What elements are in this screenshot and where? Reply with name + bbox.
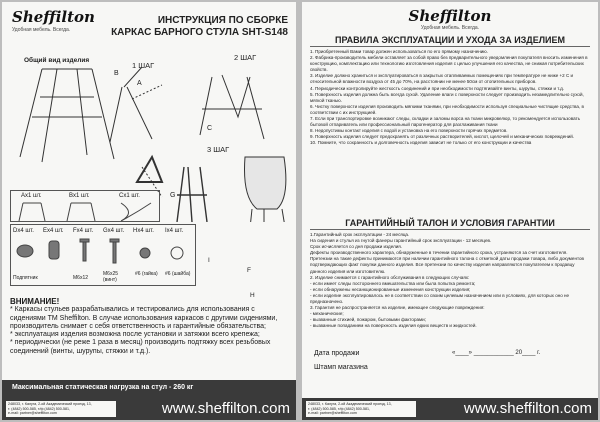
sale-date-field: «____» ____________ 20____ г.: [452, 350, 541, 356]
letter-c-marker: C: [207, 125, 213, 132]
warranty-item: 1.Гарантийный срок эксплуатации - 24 месяца.: [310, 232, 410, 237]
rules-warranty-page: [302, 2, 598, 420]
warning-item: * периодически (не реже 1 раза в месяц) производить подтяжку всех резьбовых соединений (винты, шурупы, стяжки и т.д.).: [10, 339, 271, 355]
warranty-item: 2. Изделие снимается с гарантийного обслуживания в следующих случаях:: [310, 274, 470, 280]
parts-row-1: [10, 190, 160, 222]
brand-logo: Sheffilton: [408, 7, 492, 25]
step-3-label: 3 ШАГ: [207, 145, 230, 154]
fastener-drawings: [11, 225, 197, 287]
rule-item: 10. Помните, что сохранность и долговечность изделия зависит не только от его конструкции и качества: [310, 140, 532, 146]
letter-a-marker: A: [137, 80, 142, 87]
warranty-item: На сидения и стулья из гнутой фанеры гарантийный срок эксплуатации - 12 месяцев.: [310, 238, 492, 244]
rule-item: 5. Поверхность изделия должна быть всегда сухой. Удаление влаги с поверхности следует производить незамедлительно сухой, мягкой тканью.: [310, 91, 584, 103]
warranty-list: [310, 232, 590, 330]
warranty-divider: [310, 229, 590, 230]
warning-title: ВНИМАНИЕ!: [10, 297, 60, 306]
warranty-item: Срок исчисляется со дня продажи изделия.: [310, 244, 402, 250]
rules-title: ПРАВИЛА ЭКСПЛУАТАЦИИ И УХОДА ЗА ИЗДЕЛИЕМ: [334, 35, 565, 45]
title-line-2: КАРКАС БАРНОГО СТУЛА SHT-S148: [111, 27, 288, 38]
part-b-count: Bx1 шт.: [69, 193, 90, 199]
title-line-1: ИНСТРУКЦИЯ ПО СБОРКЕ: [157, 15, 288, 26]
brand-slogan: Удобная мебель. Всегда.: [420, 25, 480, 31]
letter-g-marker: G: [170, 192, 176, 199]
address-line: e-mail: partner@sheffilton.com: [8, 411, 57, 416]
warning-section: [10, 298, 290, 356]
warranty-item: - вызванные стихией, пожаром, бытовыми факторами;: [310, 317, 426, 323]
letter-i-marker: I: [208, 257, 210, 264]
address-line: т. (4842) 500-585, т/ф (4842) 500-581,: [8, 406, 70, 411]
right-address: [306, 401, 416, 417]
rule-item: 7. Если при транспортировке возникают следы, складки и заломы ворса на ткани микровелюр, то рекомендуется использовать бытовой отпариватель или профессиональный парогенератор для разглаживания ткани: [310, 116, 580, 128]
part-d-name: Подпятник: [13, 275, 38, 281]
warranty-item: - если имеет следы постороннего вмешательства или была попытка ремонта;: [310, 280, 476, 286]
part-h-name: #6 (гайка): [135, 271, 158, 277]
sale-date-label: Дата продажи: [314, 350, 360, 357]
rule-item: 3. Изделие должно храниться и эксплуатироваться в закрытых отапливаемых помещениях при температуре не ниже +2 С и относительной влажности воздуха от 45 до 70%, на расстоянии не менее 50см от отопительных приборов.: [310, 73, 574, 85]
part-g-name: M6x25 (винт): [103, 271, 119, 283]
warranty-item: - механические;: [310, 311, 344, 317]
rule-item: 4. Периодически контролируйте жесткость соединений и при необходимости подтягивайте винты, шурупы, стяжки и т.д.: [310, 85, 565, 91]
part-h-count: Hx4 шт.: [133, 228, 154, 234]
part-a-count: Ax1 шт.: [21, 193, 42, 199]
letter-f-marker: F: [247, 267, 251, 274]
step-1-label: 1 ШАГ: [132, 61, 155, 70]
title-divider: [310, 46, 590, 47]
left-website-link[interactable]: www.sheffilton.com: [161, 400, 290, 417]
part-c-count: Cx1 шт.: [119, 193, 140, 199]
warranty-item: - вызванные попаданием на поверхность изделия едких веществ и жидкостей.: [310, 323, 477, 329]
brand-slogan: Удобная мебель. Всегда.: [12, 27, 71, 33]
address-line: т. (4842) 500-585, т/ф (4842) 500-581,: [308, 406, 370, 411]
max-load-text: Максимальная статическая нагрузка на стул - 260 кг: [12, 384, 194, 391]
parts-row-2: [10, 224, 196, 286]
instruction-title: [111, 15, 288, 39]
warranty-title: ГАРАНТИЙНЫЙ ТАЛОН И УСЛОВИЯ ГАРАНТИИ: [345, 218, 555, 228]
address-line: 248033, г. Калуга, 2-ой Академический проезд, 13,: [308, 402, 392, 407]
warranty-item: 3. Гарантия не распространяется на изделие, имеющее следующие повреждения:: [310, 305, 485, 311]
brand-logo: Sheffilton: [12, 8, 95, 26]
part-i-name: #6 (шайба): [165, 271, 191, 277]
warranty-item: - если изделие эксплуатировалось не в соответствии со своим целевым назначением или в условиях, для которых оно не предназначено.: [310, 292, 570, 305]
address-line: e-mail: partner@sheffilton.com: [308, 411, 357, 416]
parts-row-1-drawings: [11, 191, 161, 223]
rule-item: 2. Фабрика-производитель мебели оставляет за собой право без предварительного уведомления покупателя вносить изменения в конструкцию, комплектацию или технологию изготовления изделия с целью улучшения его качества, не снижая потребительских свойств.: [310, 55, 588, 73]
letter-b-marker: B: [114, 70, 119, 77]
warranty-item: Дефекты производственного характера, обнаруженные в течении гарантийного срока, устраняются за счет изготовителя. Претензии на такие дефекты принимаются при наличии гарантийного талона с отметкой даты продажи товара, либо документов подтверждающих факт покупки данного изделия. Все претензии по качеству изделия направляются покупателем к продавцу данного изделия или изготовителю.: [310, 250, 584, 274]
assembly-instruction-page: [2, 2, 296, 420]
address-line: 248033, г. Калуга, 2-ой Академический проезд, 13,: [8, 402, 92, 407]
part-f-name: M6x12: [73, 275, 89, 281]
warranty-item: - если обнаружены несанкционированные изменения конструкции изделия;: [310, 286, 471, 292]
warning-item: * эксплуатация изделия возможна после установки и затяжки всего крепежа;: [10, 331, 260, 339]
left-address: [6, 401, 116, 417]
step-2-label: 2 ШАГ: [234, 53, 257, 62]
part-g-count: Gx4 шт.: [103, 228, 125, 234]
rule-item: 6. Чистку поверхности изделия производить мягкими тканями, при необходимости используя специальные чистящие средства, в соответствии с их инструкцией.: [310, 103, 584, 115]
part-f-count: Fx4 шт.: [73, 228, 94, 234]
warning-item: * Каркасы стульев разрабатывались и тестировались для использования с сидениями ТМ Sheffilton. В случае использования каркасов с другими сидениями, производитель снимает с себя ответственность и гарантийные обязательства;: [10, 306, 278, 330]
overview-label: Общий вид изделия: [24, 57, 90, 64]
part-e-count: Ex4 шт.: [43, 228, 64, 234]
letter-h-marker: H: [250, 292, 255, 299]
stamp-label: Штамп магазина: [314, 364, 368, 371]
rules-list: [310, 49, 590, 147]
rule-item: 8. Недопустимы контакт изделия с водой и установка на его поверхности горячих предметов.: [310, 128, 508, 134]
part-d-count: Dx4 шт.: [13, 228, 34, 234]
right-website-link[interactable]: www.sheffilton.com: [463, 400, 592, 417]
part-i-count: Ix4 шт.: [165, 228, 184, 234]
rule-item: 1. Приобретенный Вами товар должен использоваться по его прямому назначению.: [310, 49, 488, 54]
rule-item: 9. Поверхность изделия следует предохранять от различных растворителей, кислот, щелочей и механических повреждений.: [310, 134, 575, 140]
